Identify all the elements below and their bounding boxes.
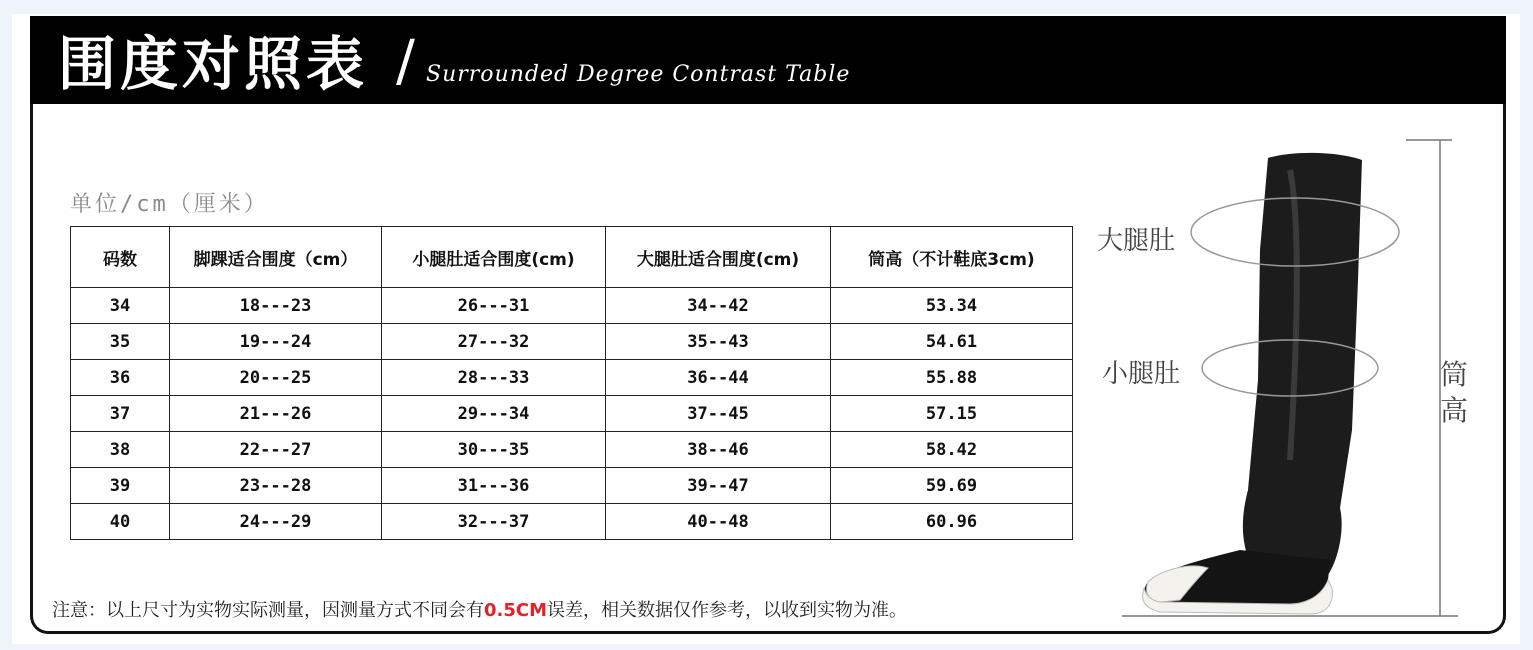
calf-label: 小腿肚 [1102, 359, 1181, 389]
size-table [70, 226, 1073, 540]
note-prefix: 注意：以上尺寸为实物实际测量，因测量方式不同会有 [52, 600, 484, 621]
cell-thigh: 34--42 [606, 288, 831, 324]
cell-size: 39 [71, 468, 170, 504]
cell-thigh: 39--47 [606, 468, 831, 504]
thigh-label: 大腿肚 [1097, 226, 1176, 256]
table-row [71, 396, 1073, 432]
cell-thigh: 36--44 [606, 360, 831, 396]
cell-height: 57.15 [831, 396, 1073, 432]
cell-ankle: 20---25 [170, 360, 382, 396]
cell-size: 37 [71, 396, 170, 432]
col-header-shaft-height: 筒高（不计鞋底3cm) [831, 227, 1073, 288]
cell-calf: 27---32 [382, 324, 606, 360]
cell-ankle: 21---26 [170, 396, 382, 432]
title-chinese: 围度对照表 [58, 30, 369, 98]
cell-size: 35 [71, 324, 170, 360]
col-header-calf: 小腿肚适合围度(cm) [382, 227, 606, 288]
cell-calf: 26---31 [382, 288, 606, 324]
height-label-char-1: 筒 [1440, 358, 1469, 391]
disclaimer-note [52, 596, 907, 622]
cell-size: 36 [71, 360, 170, 396]
cell-calf: 30---35 [382, 432, 606, 468]
table-row [71, 324, 1073, 360]
cell-ankle: 18---23 [170, 288, 382, 324]
col-header-ankle: 脚踝适合围度（cm） [170, 227, 382, 288]
cell-size: 40 [71, 504, 170, 540]
cell-thigh: 40--48 [606, 504, 831, 540]
shaft-height-label [1440, 357, 1472, 429]
title-english: Surrounded Degree Contrast Table [426, 62, 851, 87]
cell-height: 58.42 [831, 432, 1073, 468]
cell-ankle: 24---29 [170, 504, 382, 540]
table-row [71, 432, 1073, 468]
cell-size: 34 [71, 288, 170, 324]
cell-calf: 32---37 [382, 504, 606, 540]
cell-height: 53.34 [831, 288, 1073, 324]
cell-height: 60.96 [831, 504, 1073, 540]
unit-label: 单位/cm（厘米） [70, 192, 269, 217]
note-suffix: 误差，相关数据仅作参考，以收到实物为准。 [547, 600, 908, 621]
height-label-char-2: 高 [1440, 394, 1469, 427]
boot-shaft-shape [1243, 153, 1362, 578]
col-header-thigh: 大腿肚适合围度(cm) [606, 227, 831, 288]
cell-calf: 28---33 [382, 360, 606, 396]
title-slash: / [396, 29, 415, 94]
table-header-row [71, 227, 1073, 288]
cell-height: 54.61 [831, 324, 1073, 360]
cell-calf: 29---34 [382, 396, 606, 432]
cell-height: 55.88 [831, 360, 1073, 396]
col-header-size: 码数 [71, 227, 170, 288]
cell-ankle: 19---24 [170, 324, 382, 360]
cell-thigh: 37--45 [606, 396, 831, 432]
cell-ankle: 23---28 [170, 468, 382, 504]
cell-calf: 31---36 [382, 468, 606, 504]
cell-thigh: 38--46 [606, 432, 831, 468]
cell-height: 59.69 [831, 468, 1073, 504]
cell-thigh: 35--43 [606, 324, 831, 360]
note-highlight: 0.5CM [484, 600, 548, 621]
table-row [71, 468, 1073, 504]
table-row [71, 360, 1073, 396]
cell-size: 38 [71, 432, 170, 468]
cell-ankle: 22---27 [170, 432, 382, 468]
table-row [71, 504, 1073, 540]
table-row [71, 288, 1073, 324]
title-banner [30, 16, 1506, 104]
